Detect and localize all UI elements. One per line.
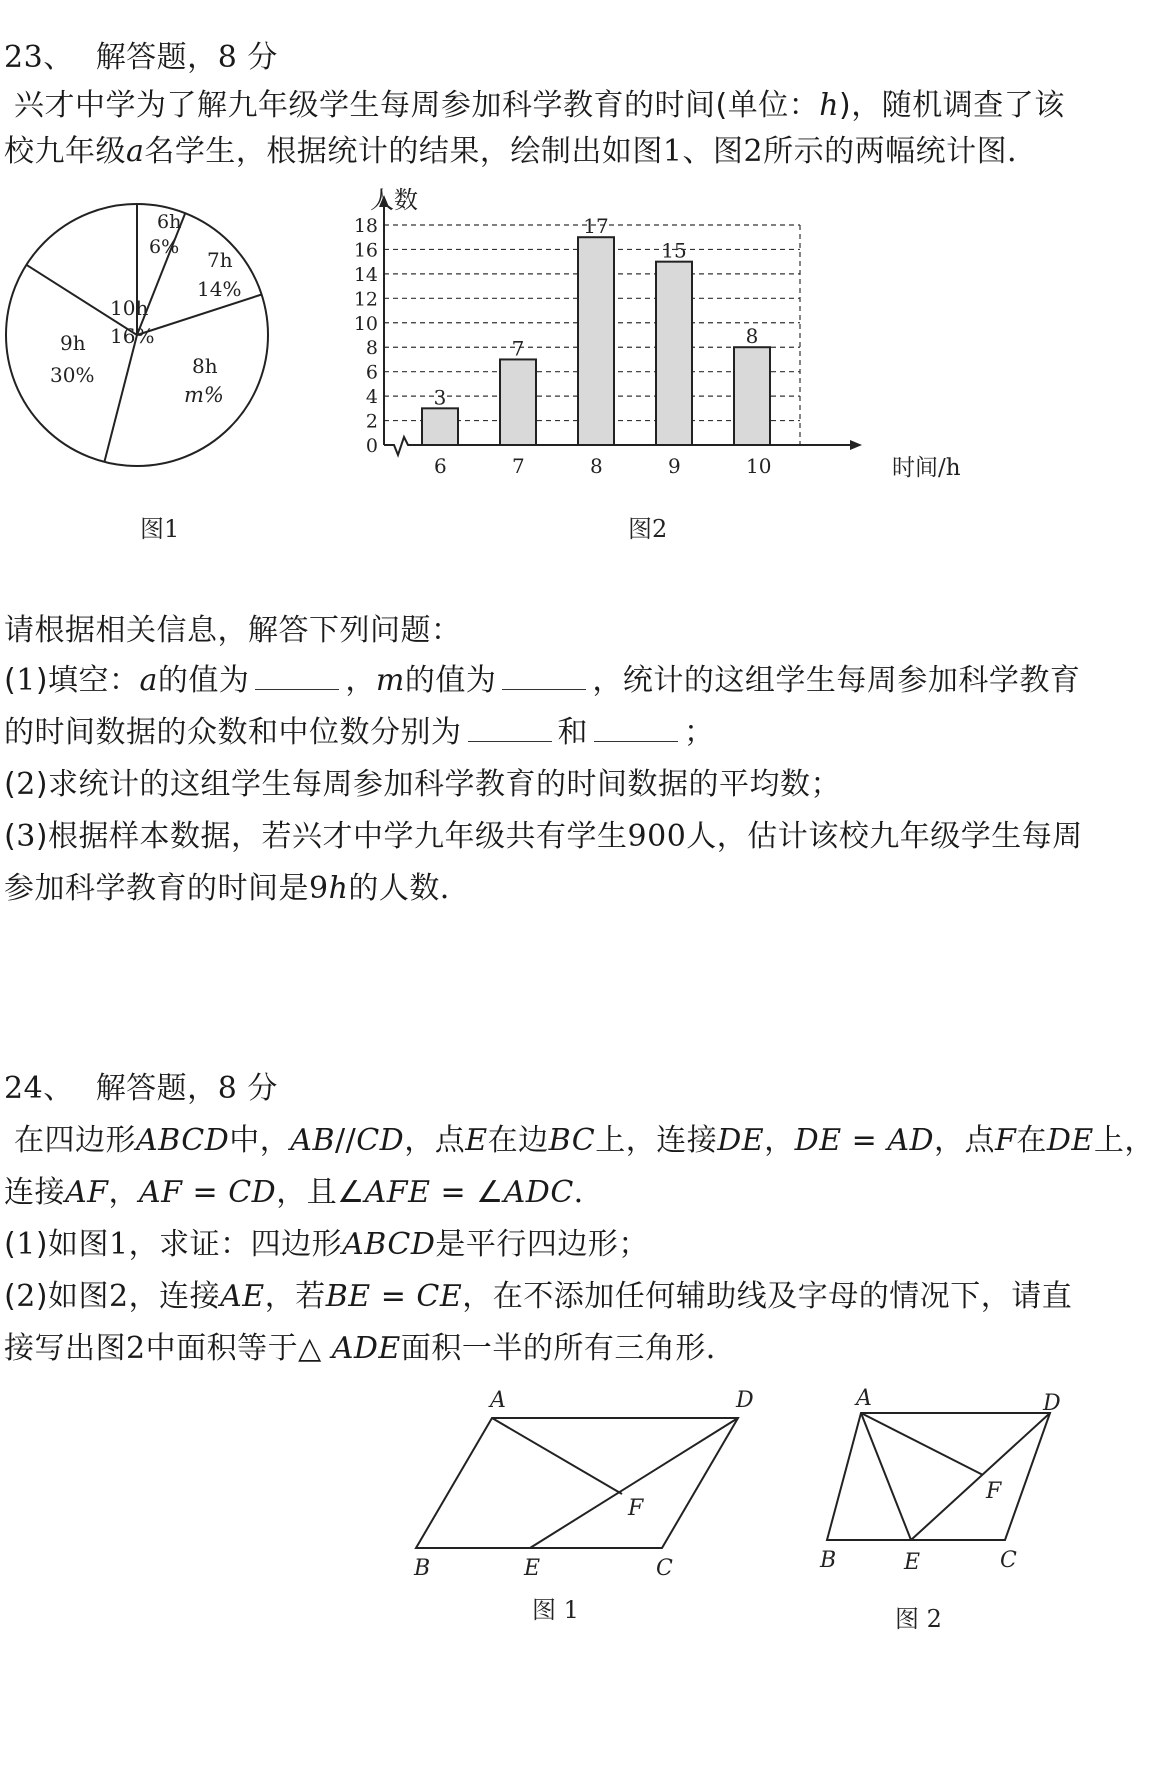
bar-caption: 图2: [628, 515, 668, 543]
pie-chart: [0, 195, 290, 555]
fig1-parallelogram: [416, 1418, 738, 1548]
xtick-6: 6: [434, 454, 447, 478]
answer-blank-mode[interactable]: [468, 715, 552, 742]
pie-label-6h: 6h: [157, 211, 182, 233]
q23-part3-line1: (3)根据样本数据，若兴才中学九年级共有学生900人，估计该校九年级学生每周: [4, 819, 1083, 854]
ytick-10: 10: [353, 312, 378, 335]
q24-part2-line2: 接写出图2中面积等于△ ADE面积一半的所有三角形．: [4, 1331, 737, 1366]
q23-part1-end: ；: [684, 715, 715, 750]
ytick-16: 16: [353, 239, 378, 262]
bar-chart: [353, 185, 980, 555]
fig2-label-B: B: [820, 1548, 837, 1573]
q24-score: 8: [217, 1071, 238, 1106]
fig2-label-E: E: [904, 1550, 921, 1575]
bar-bars: [422, 237, 770, 445]
bar-10: [734, 347, 770, 445]
fig2-segment-AF: [861, 1413, 983, 1475]
pie-pct-6h: 6%: [149, 236, 180, 258]
fig2-parallelogram: [827, 1413, 1050, 1540]
answer-blank-median[interactable]: [594, 715, 678, 742]
bar-ticks: [354, 215, 378, 457]
q24-part1: (1)如图1，求证：四边形ABCD是平行四边形；: [4, 1227, 649, 1262]
q24-type: 解答题，: [95, 1071, 218, 1106]
fig1-caption: 图 1: [532, 1596, 579, 1624]
fig1-segment-DE: [530, 1418, 738, 1548]
ytick-12: 12: [353, 288, 378, 311]
fig1-label-D: D: [736, 1388, 754, 1413]
pie-slice-border-9h: [104, 335, 137, 462]
ytick-4: 4: [365, 386, 378, 409]
q24-part2-line1: (2)如图2，连接AE，若BE = CE，在不添加任何辅助线及字母的情况下，请直: [4, 1279, 1073, 1314]
pie-label-7h: 7h: [207, 248, 233, 272]
fig1-segment-AF: [492, 1418, 622, 1494]
q23-stem-line2: 校九年级a名学生，根据统计的结果，绘制出如图1、图2所示的两幅统计图．: [4, 134, 1038, 169]
xtick-10: 10: [746, 454, 772, 478]
pie-pct-10h: 16%: [110, 324, 155, 348]
q23-type: 解答题，: [95, 40, 218, 75]
pie-caption: 图1: [140, 515, 180, 543]
q23-number: 23、: [4, 40, 74, 75]
x-axis-arrow: [850, 440, 862, 450]
fig2-segment-AE: [861, 1413, 911, 1540]
q23-prompt: 请根据相关信息，解答下列问题：: [4, 613, 462, 648]
q23-part1-line1: [4, 661, 1080, 701]
q24-header: [4, 1069, 278, 1109]
ytick-14: 14: [353, 263, 378, 286]
geometry-figure-2: [800, 1385, 1080, 1645]
q23-part1-mode: 的时间数据的众数和中位数分别为: [4, 715, 462, 750]
fig2-label-D: D: [1043, 1391, 1061, 1416]
q23-part3-line2: 参加科学教育的时间是9h的人数．: [4, 871, 471, 906]
bar-xticks: [434, 454, 771, 478]
fig1-label-B: B: [414, 1556, 431, 1581]
pie-pct-9h: 30%: [50, 363, 95, 387]
bar-8: [578, 237, 614, 445]
q23-part1-rest: ，统计的这组学生每周参加科学教育: [592, 663, 1081, 698]
q23-header: [4, 38, 278, 78]
fig1-label-A: A: [490, 1388, 506, 1413]
q23-part1-a: (1)填空：a的值为: [4, 663, 250, 698]
q23-part1-line2: [4, 713, 715, 753]
ytick-2: 2: [365, 410, 378, 433]
pie-label-8h: 8h: [192, 354, 218, 378]
bar-9: [656, 262, 692, 445]
q23-part2: (2)求统计的这组学生每周参加科学教育的时间数据的平均数；: [4, 767, 842, 802]
ytick-0: 0: [365, 435, 378, 457]
pie-pct-8h: m%: [184, 383, 224, 407]
pie-label-9h: 9h: [60, 331, 86, 355]
q23-score-unit: 分: [247, 40, 278, 75]
q23-score: 8: [217, 40, 238, 75]
q24-stem-line1: 在四边形ABCD中，AB//CD，点E在边BC上，连接DE，DE = AD，点F在DE上，: [14, 1123, 1155, 1158]
q24-score-unit: 分: [247, 1071, 278, 1106]
pie-pct-7h: 14%: [197, 277, 242, 301]
q23-part1-m: ，m的值为: [345, 663, 497, 698]
q24-stem-line2: 连接AF，AF = CD，且∠AFE = ∠ADC．: [4, 1175, 605, 1210]
fig2-segment-DE: [911, 1413, 1050, 1540]
answer-blank-m[interactable]: [502, 663, 586, 690]
fig1-label-C: C: [656, 1556, 673, 1581]
bar-7: [500, 359, 536, 445]
fig2-caption: 图 2: [895, 1605, 942, 1633]
ytick-6: 6: [365, 361, 378, 384]
ytick-8: 8: [365, 337, 378, 360]
q23-part1-and: 和: [557, 715, 588, 750]
bar-value-label-9: 15: [661, 238, 687, 263]
fig2-label-F: F: [986, 1479, 1002, 1504]
xtick-8: 8: [590, 454, 603, 478]
bar-6: [422, 408, 458, 445]
q24-number: 24、: [4, 1071, 74, 1106]
xtick-7: 7: [512, 454, 525, 478]
xtick-9: 9: [668, 454, 681, 478]
fig2-label-A: A: [856, 1386, 872, 1411]
bar-xlabel: 时间/h: [892, 455, 961, 481]
bar-value-label-8: 17: [583, 214, 609, 239]
fig2-label-C: C: [1000, 1548, 1017, 1573]
bar-value-label-7: 7: [511, 336, 525, 361]
pie-label-10h: 10h: [110, 296, 149, 320]
bar-value-label-10: 8: [745, 324, 759, 349]
bar-value-label-6: 3: [433, 385, 447, 410]
geometry-figure-1: [400, 1385, 760, 1625]
fig1-label-E: E: [524, 1556, 541, 1581]
bar-ylabel: 人数: [370, 186, 418, 214]
fig1-label-F: F: [628, 1496, 644, 1521]
q23-stem-line1: 兴才中学为了解九年级学生每周参加科学教育的时间(单位：h)，随机调查了该: [14, 88, 1065, 123]
ytick-18: 18: [353, 215, 378, 237]
answer-blank-a[interactable]: [255, 663, 339, 690]
